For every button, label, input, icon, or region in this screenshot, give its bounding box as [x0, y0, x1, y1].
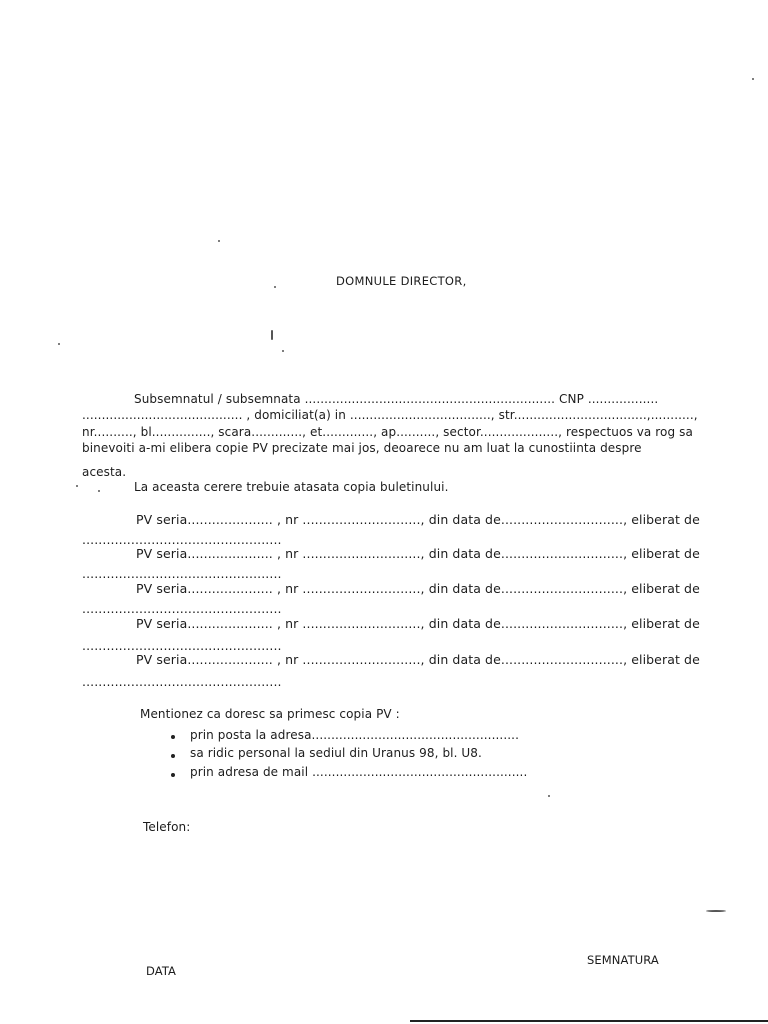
scan-speck: [218, 240, 220, 242]
attachment-note: La aceasta cerere trebuie atasata copia buletinului.: [134, 480, 449, 494]
delivery-option-post: prin posta la adresa.....................................................: [190, 728, 519, 742]
scan-speck: [548, 795, 550, 797]
bullet-icon: [171, 735, 175, 739]
intro-line-5: acesta.: [82, 465, 127, 479]
delivery-option-pickup: sa ridic personal la sediul din Uranus 98, bl. U8.: [190, 746, 482, 760]
bullet-icon: [171, 773, 175, 777]
intro-line-2: ......................................... , domiciliat(a) in ...................................., str..................................,...........,: [82, 408, 698, 422]
signature-label: SEMNATURA: [587, 953, 659, 967]
phone-label: Telefon:: [143, 820, 191, 834]
pv-row-1: PV seria..................... , nr ............................., din data de.............................., eliberat de: [136, 512, 700, 527]
pv-row-4-continuation: .................................................: [82, 638, 282, 653]
pv-row-5-continuation: .................................................: [82, 674, 282, 689]
intro-line-4: binevoiti a-mi elibera copie PV precizate mai jos, deoarece nu am luat la cunostiinta despre: [82, 441, 642, 455]
bottom-scan-edge: [410, 1020, 768, 1022]
date-label: DATA: [146, 964, 177, 978]
scan-speck: [58, 343, 60, 345]
document-title: DOMNULE DIRECTOR,: [336, 274, 467, 288]
scan-speck: [752, 78, 754, 80]
scan-speck: [98, 490, 100, 492]
pv-row-3: PV seria..................... , nr ............................., din data de.............................., eliberat de: [136, 581, 700, 596]
scan-speck: [274, 286, 276, 288]
scan-speck: [706, 910, 726, 912]
delivery-option-email: prin adresa de mail .......................................................: [190, 765, 528, 779]
pv-row-1-continuation: .................................................: [82, 532, 282, 547]
pv-row-2-continuation: .................................................: [82, 566, 282, 581]
scan-speck: [282, 350, 284, 352]
pv-row-3-continuation: .................................................: [82, 601, 282, 616]
delivery-heading: Mentionez ca doresc sa primesc copia PV :: [140, 707, 400, 721]
pv-row-4: PV seria..................... , nr ............................., din data de.............................., eliberat de: [136, 616, 700, 631]
bullet-icon: [171, 754, 175, 758]
intro-line-1: Subsemnatul / subsemnata ................................................................ CNP ..................: [134, 392, 659, 406]
pv-row-5: PV seria..................... , nr ............................., din data de.............................., eliberat de: [136, 652, 700, 667]
scan-speck: [271, 330, 273, 340]
intro-line-3: nr.........., bl..............., scara............., et............., ap.........., sector...................., respectuos va rog sa: [82, 425, 693, 439]
scan-speck: [76, 485, 78, 487]
pv-row-2: PV seria..................... , nr ............................., din data de.............................., eliberat de: [136, 546, 700, 561]
